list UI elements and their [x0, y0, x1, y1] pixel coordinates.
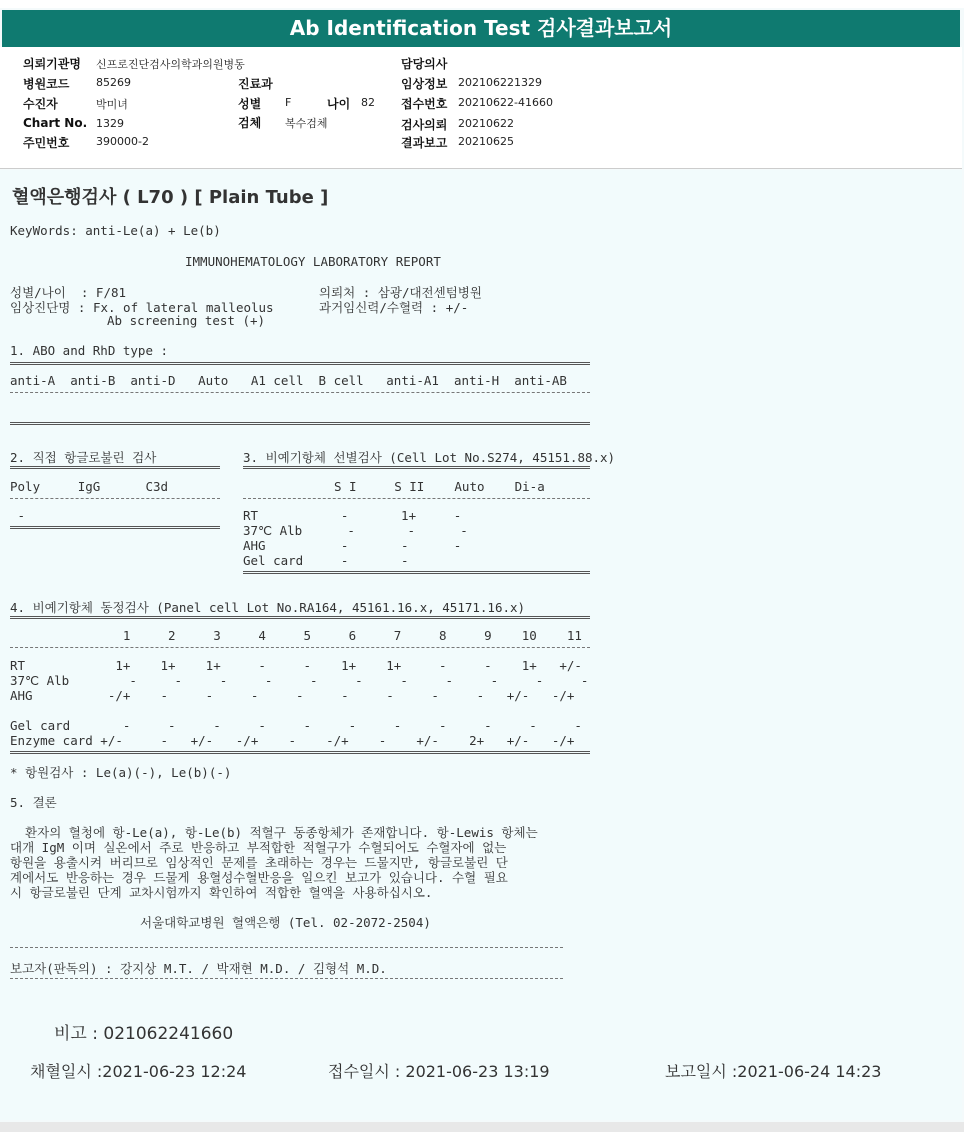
divider — [10, 392, 590, 393]
divider — [10, 978, 563, 979]
keywords-line: KeyWords: anti-Le(a) + Le(b) — [10, 223, 221, 238]
panel-alb-row: 37℃ Alb - - - - - - - - - - - — [10, 673, 589, 688]
report-title-bar — [2, 10, 960, 47]
referral-line: 의뢰처 : 삼광/대전센텀병원 — [319, 285, 482, 300]
blood-bank-line: 서울대학교병원 혈액은행 (Tel. 02-2072-2504) — [140, 915, 431, 930]
report-title: Ab Identification Test 검사결과보고서 — [289, 16, 673, 40]
receipt-no-value: 20210622-41660 — [458, 96, 553, 109]
conclusion-line: 계에서도 반응하는 경우 드물게 용혈성수혈반응을 일으킨 보고가 있습니다. 수혈 필요 — [10, 870, 508, 885]
divider — [10, 498, 220, 499]
abo-section-title: 1. ABO and RhD type : — [10, 343, 169, 358]
screening-ahg-row: AHG - - - — [243, 538, 462, 553]
sex-value: F — [285, 96, 292, 109]
conclusion-line: 대개 IgM 이며 실온에서 주로 반응하고 부적합한 적혈구가 수혈되어도 수혈자에 없는 — [10, 840, 507, 855]
divider — [10, 466, 220, 469]
divider — [10, 616, 590, 619]
patient-name-label: 수진자 — [23, 97, 58, 111]
age-value: 82 — [361, 96, 375, 109]
specimen-value: 복수검체 — [285, 117, 328, 130]
reporter-line: 보고자(판독의) : 강지상 M.T. / 박재현 M.D. / 김형석 M.D. — [10, 961, 387, 976]
divider — [10, 647, 590, 648]
dat-result-row: - — [10, 508, 26, 523]
specimen-label: 검체 — [238, 116, 262, 130]
divider — [243, 466, 590, 469]
sex-label: 성별 — [238, 97, 262, 111]
divider — [10, 362, 590, 365]
screening-rt-row: RT - 1+ - — [243, 508, 462, 523]
panel-enzyme-row: Enzyme card +/- - +/- -/+ - -/+ - +/- 2+ +/- -/+ — [10, 733, 575, 748]
screening-header-row: S I S II Auto Di-a — [334, 479, 545, 494]
divider — [243, 571, 590, 574]
divider — [10, 422, 590, 425]
report-body — [0, 170, 962, 1120]
bottom-strip — [0, 1122, 964, 1132]
hospital-code-value: 85269 — [96, 76, 131, 89]
dat-section-title: 2. 직접 항글로불린 검사 — [10, 450, 157, 465]
conclusion-line: 시 항글로불린 단계 교차시험까지 확인하여 적합한 혈액을 사용하십시오. — [10, 885, 433, 900]
resident-no-label: 주민번호 — [23, 136, 70, 150]
top-strip — [0, 0, 964, 8]
sex-age-line: 성별/나이 : F/81 — [10, 285, 127, 300]
divider — [10, 947, 563, 948]
test-request-label: 검사의뢰 — [401, 118, 448, 132]
divider — [243, 498, 590, 499]
screening-gel-row: Gel card - - — [243, 553, 409, 568]
collection-time: 채혈일시 :2021-06-23 12:24 — [30, 1062, 247, 1081]
panel-rt-row: RT 1+ 1+ 1+ - - 1+ 1+ - - 1+ +/- — [10, 658, 582, 673]
panel-header-row: 1 2 3 4 5 6 7 8 9 10 11 — [10, 628, 582, 643]
chart-no-label: Chart No. — [23, 116, 88, 130]
clinic-label: 진료과 — [238, 77, 273, 91]
divider — [10, 751, 590, 754]
receipt-time: 접수일시 : 2021-06-23 13:19 — [328, 1062, 550, 1081]
clinical-info-value: 202106221329 — [458, 76, 542, 89]
chart-no-value: 1329 — [96, 117, 124, 130]
hospital-code-label: 병원코드 — [23, 77, 70, 91]
report-heading: 혈액은행검사 ( L70 ) [ Plain Tube ] — [12, 187, 329, 208]
screening-line: Ab screening test (+) — [107, 313, 266, 328]
result-report-value: 20210625 — [458, 135, 514, 148]
referring-institution-value: 신프로진단검사의학과의원병동 — [96, 58, 245, 71]
history-line: 과거임신력/수혈력 : +/- — [319, 300, 469, 315]
screening-alb-row: 37℃ Alb - - - — [243, 523, 468, 538]
age-label: 나이 — [327, 97, 351, 111]
diagnosis-line: 임상진단명 : Fx. of lateral malleolus — [10, 300, 274, 315]
panel-ahg-row: AHG -/+ - - - - - - - - +/- -/+ — [10, 688, 575, 703]
clinical-info-label: 임상정보 — [401, 77, 448, 91]
abo-header-row: anti-A anti-B anti-D Auto A1 cell B cell anti-A1 anti-H anti-AB — [10, 373, 567, 388]
dat-header-row: Poly IgG C3d — [10, 479, 169, 494]
doctor-label: 담당의사 — [401, 57, 448, 71]
panel-gel-row: Gel card - - - - - - - - - - - — [10, 718, 582, 733]
remark-line: 비고 : 021062241660 — [54, 1024, 234, 1044]
lab-report-title: IMMUNOHEMATOLOGY LABORATORY REPORT — [185, 254, 441, 269]
result-report-label: 결과보고 — [401, 136, 448, 150]
divider — [10, 526, 220, 529]
receipt-no-label: 접수번호 — [401, 97, 448, 111]
screening-section-title: 3. 비예기항체 선별검사 (Cell Lot No.S274, 45151.88.x) — [243, 450, 616, 465]
conclusion-title: 5. 결론 — [10, 795, 57, 810]
resident-no-value: 390000-2 — [96, 135, 149, 148]
antigen-test-line: * 항원검사 : Le(a)(-), Le(b)(-) — [10, 765, 232, 780]
conclusion-line: 환자의 혈청에 항-Le(a), 항-Le(b) 적혈구 동종항체가 존재합니다. 항-Lewis 항체는 — [10, 825, 538, 840]
test-request-value: 20210622 — [458, 117, 514, 130]
conclusion-line: 항원을 용출시켜 버리므로 임상적인 문제를 초래하는 경우는 드물지만, 항글로불린 단 — [10, 855, 508, 870]
report-time: 보고일시 :2021-06-24 14:23 — [665, 1062, 882, 1081]
patient-name-value: 박미녀 — [96, 98, 128, 111]
patient-info-box — [0, 47, 962, 169]
panel-section-title: 4. 비예기항체 동정검사 (Panel cell Lot No.RA164, 45161.16.x, 45171.16.x) — [10, 600, 526, 615]
referring-institution-label: 의뢰기관명 — [23, 57, 81, 71]
